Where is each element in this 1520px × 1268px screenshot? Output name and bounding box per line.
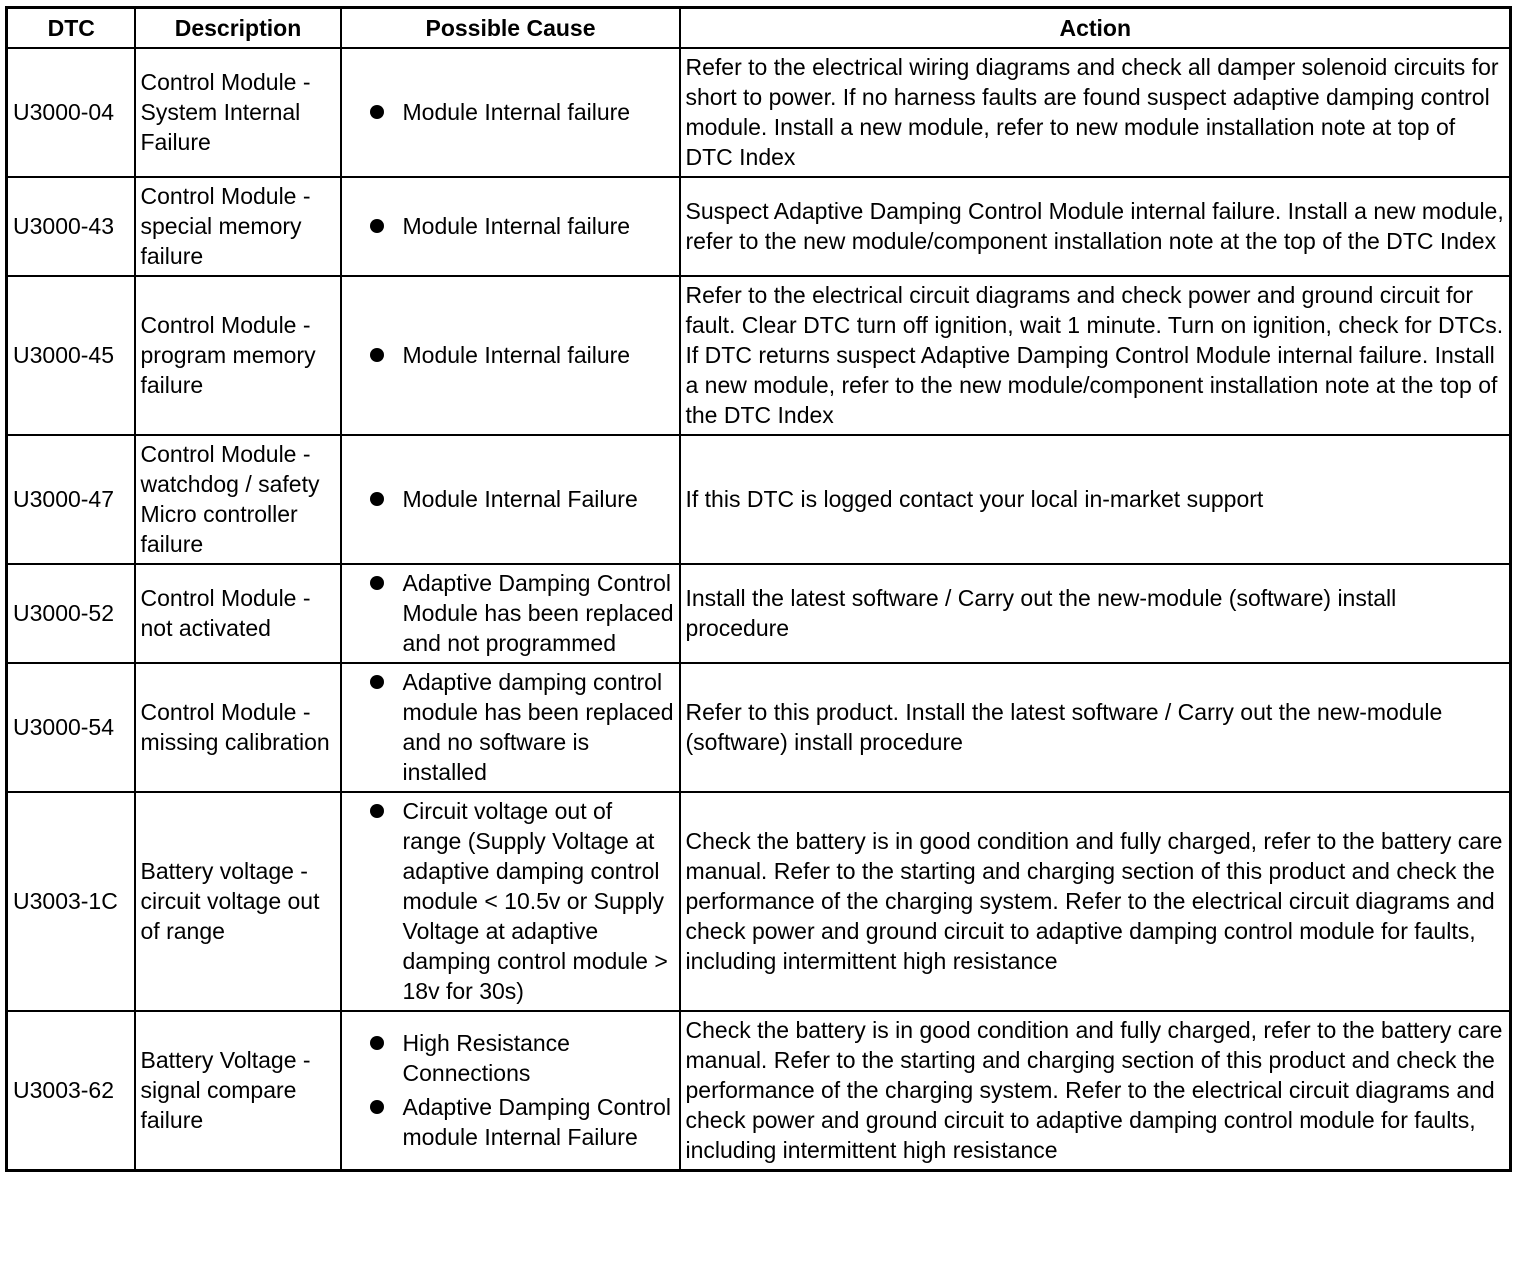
- dtc-action: Check the battery is in good condition and fully charged, refer to the battery care manual. Refer to the starting and charging section of this product and check the performance of the charging system. Refer to the electrical circuit diagrams and check power and ground circuit to adaptive damping control module for faults, including intermittent high resistance: [680, 792, 1511, 1011]
- table-row: [7, 564, 1511, 663]
- dtc-code: U3003-62: [7, 1011, 135, 1171]
- dtc-description: Control Module - not activated: [135, 564, 341, 663]
- header-description: Description: [135, 8, 341, 49]
- cause-item: [367, 484, 675, 514]
- table-row: [7, 792, 1511, 1011]
- cause-text: Module Internal failure: [402, 99, 631, 125]
- cause-item: [367, 1028, 675, 1088]
- dtc-action: If this DTC is logged contact your local in-market support: [680, 435, 1511, 564]
- header-dtc: DTC: [7, 8, 135, 49]
- possible-cause-cell: [341, 435, 680, 564]
- cause-list: [347, 211, 675, 241]
- dtc-code: U3000-04: [7, 48, 135, 177]
- bullet-icon: [370, 1100, 384, 1114]
- table-row: [7, 1011, 1511, 1171]
- dtc-action: Check the battery is in good condition and fully charged, refer to the battery care manual. Refer to the starting and charging section of this product and check the performance of the charging system. Refer to the electrical circuit diagrams and check power and ground circuit to adaptive damping control module for faults, including intermittent high resistance: [680, 1011, 1511, 1171]
- table-row: [7, 48, 1511, 177]
- header-row: [7, 8, 1511, 49]
- bullet-icon: [370, 1036, 384, 1050]
- cause-item: [367, 97, 675, 127]
- possible-cause-cell: [341, 177, 680, 276]
- cause-list: [347, 1028, 675, 1152]
- bullet-icon: [370, 219, 384, 233]
- cause-list: [347, 568, 675, 658]
- bullet-icon: [370, 576, 384, 590]
- cause-item: [367, 1092, 675, 1152]
- possible-cause-cell: [341, 564, 680, 663]
- cause-text: Module Internal failure: [402, 213, 631, 239]
- cause-item: [367, 667, 675, 787]
- dtc-code: U3000-54: [7, 663, 135, 792]
- bullet-icon: [370, 105, 384, 119]
- bullet-icon: [370, 348, 384, 362]
- dtc-code: U3000-47: [7, 435, 135, 564]
- dtc-code: U3003-1C: [7, 792, 135, 1011]
- dtc-description: Control Module - System Internal Failure: [135, 48, 341, 177]
- bullet-icon: [370, 804, 384, 818]
- possible-cause-cell: [341, 1011, 680, 1171]
- dtc-description: Battery Voltage - signal compare failure: [135, 1011, 341, 1171]
- possible-cause-cell: [341, 792, 680, 1011]
- bullet-icon: [370, 675, 384, 689]
- cause-text: Adaptive damping control module has been replaced and no software is installed: [402, 669, 674, 785]
- dtc-description: Battery voltage - circuit voltage out of range: [135, 792, 341, 1011]
- cause-text: Adaptive Damping Control Module has been replaced and not programmed: [402, 570, 674, 656]
- cause-text: Circuit voltage out of range (Supply Voltage at adaptive damping control module < 10.5v or Supply Voltage at adaptive damping control module > 18v for 30s): [402, 798, 668, 1004]
- dtc-code: U3000-45: [7, 276, 135, 435]
- dtc-code: U3000-43: [7, 177, 135, 276]
- possible-cause-cell: [341, 276, 680, 435]
- possible-cause-cell: [341, 663, 680, 792]
- dtc-action: Refer to this product. Install the latest software / Carry out the new-module (software) install procedure: [680, 663, 1511, 792]
- dtc-description: Control Module - missing calibration: [135, 663, 341, 792]
- dtc-description: Control Module - watchdog / safety Micro controller failure: [135, 435, 341, 564]
- header-action: Action: [680, 8, 1511, 49]
- cause-text: Adaptive Damping Control module Internal Failure: [402, 1094, 671, 1150]
- dtc-action: Refer to the electrical wiring diagrams and check all damper solenoid circuits for short to power. If no harness faults are found suspect adaptive damping control module. Install a new module, refer to new module installation note at top of DTC Index: [680, 48, 1511, 177]
- cause-list: [347, 484, 675, 514]
- cause-item: [367, 796, 675, 1006]
- cause-item: [367, 568, 675, 658]
- bullet-icon: [370, 492, 384, 506]
- dtc-table: [5, 6, 1512, 1172]
- dtc-action: Suspect Adaptive Damping Control Module internal failure. Install a new module, refer to the new module/component installation note at the top of the DTC Index: [680, 177, 1511, 276]
- table-row: [7, 663, 1511, 792]
- dtc-description: Control Module - program memory failure: [135, 276, 341, 435]
- cause-list: [347, 667, 675, 787]
- cause-text: Module Internal failure: [402, 342, 631, 368]
- table-row: [7, 177, 1511, 276]
- header-possible-cause: Possible Cause: [341, 8, 680, 49]
- cause-list: [347, 796, 675, 1006]
- dtc-action: Refer to the electrical circuit diagrams and check power and ground circuit for fault. Clear DTC turn off ignition, wait 1 minute. Turn on ignition, check for DTCs. If DTC returns suspect Adaptive Damping Control Module internal failure. Install a new module, refer to the new module/component installation note at the top of the DTC Index: [680, 276, 1511, 435]
- dtc-page: [5, 6, 1509, 1172]
- possible-cause-cell: [341, 48, 680, 177]
- cause-text: High Resistance Connections: [402, 1030, 570, 1086]
- table-row: [7, 435, 1511, 564]
- cause-item: [367, 340, 675, 370]
- dtc-code: U3000-52: [7, 564, 135, 663]
- table-row: [7, 276, 1511, 435]
- dtc-description: Control Module - special memory failure: [135, 177, 341, 276]
- dtc-action: Install the latest software / Carry out the new-module (software) install procedure: [680, 564, 1511, 663]
- cause-text: Module Internal Failure: [402, 486, 638, 512]
- cause-item: [367, 211, 675, 241]
- cause-list: [347, 340, 675, 370]
- cause-list: [347, 97, 675, 127]
